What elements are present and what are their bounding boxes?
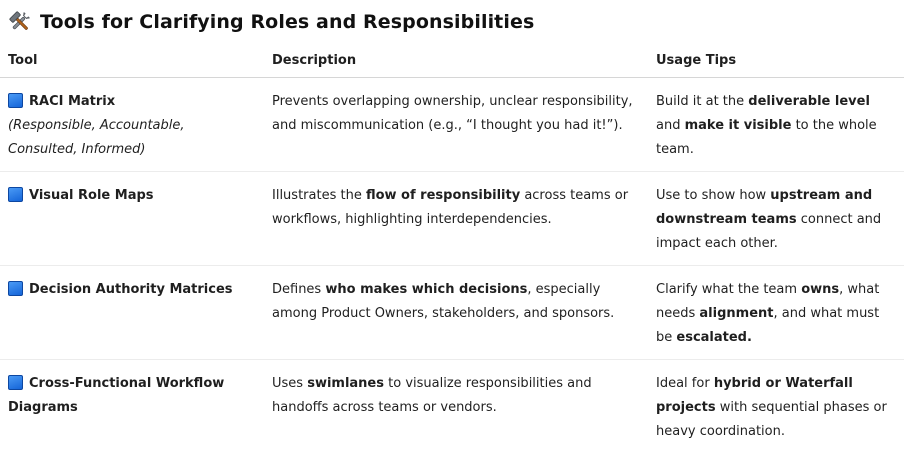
tips-text: Clarify what the team: [656, 282, 802, 297]
description-emphasis: flow of responsibility: [365, 188, 521, 203]
tool-name: Cross-Functional Workflow Diagrams: [8, 376, 225, 415]
tips-emphasis: make it visible: [684, 118, 792, 133]
tips-emphasis: owns: [801, 282, 840, 297]
tool-cell: [0, 266, 264, 360]
blue-square-icon: [8, 281, 23, 296]
description-text: Illustrates the: [272, 188, 366, 203]
tool-name: Decision Authority Matrices: [29, 282, 233, 297]
table-row: [0, 78, 904, 172]
tips-emphasis: escalated.: [676, 330, 752, 345]
description-text: , especially among Product Owners, stakeholders, and sponsors.: [272, 282, 615, 321]
tips-emphasis: hybrid or Waterfall projects: [656, 376, 853, 415]
tips-text: , and what must be: [656, 306, 880, 345]
description-text: to visualize responsibilities and handoffs across teams or vendors.: [272, 376, 592, 415]
blue-square-icon: [8, 93, 23, 108]
tips-emphasis: upstream and downstream teams: [656, 188, 873, 227]
page-title: Tools for Clarifying Roles and Responsibilities: [40, 11, 535, 33]
table-row: [0, 266, 904, 360]
table-header-row: [0, 47, 904, 78]
description-cell: [264, 266, 648, 360]
tool-cell: [0, 172, 264, 266]
tips-text: Use to show how: [656, 188, 771, 203]
tools-table: [0, 47, 904, 453]
usage-tips-cell: [648, 360, 904, 454]
tips-text: and: [656, 118, 685, 133]
page-heading: [8, 8, 534, 36]
tool-cell: [0, 78, 264, 172]
blue-square-icon: [8, 375, 23, 390]
description-emphasis: swimlanes: [307, 376, 384, 391]
tips-text: to the whole team.: [656, 118, 877, 157]
usage-tips-cell: [648, 266, 904, 360]
description-text: across teams or workflows, highlighting interdependencies.: [272, 188, 629, 227]
column-header-usage-tips: Usage Tips: [648, 47, 904, 78]
tips-emphasis: alignment: [699, 306, 774, 321]
usage-tips-cell: [648, 78, 904, 172]
tips-text: with sequential phases or heavy coordination.: [656, 400, 887, 439]
tips-text: connect and impact each other.: [656, 212, 882, 251]
tool-name: RACI Matrix: [29, 94, 116, 109]
tips-text: , what needs: [656, 282, 880, 321]
tips-text: Build it at the: [656, 94, 749, 109]
column-header-description: Description: [264, 47, 648, 78]
tool-name: Visual Role Maps: [29, 188, 154, 203]
table-row: [0, 172, 904, 266]
column-header-tool: Tool: [0, 47, 264, 78]
blue-square-icon: [8, 187, 23, 202]
usage-tips-cell: [648, 172, 904, 266]
tool-cell: [0, 360, 264, 454]
description-text: Uses: [272, 376, 308, 391]
description-emphasis: who makes which decisions: [325, 282, 528, 297]
table-row: [0, 360, 904, 454]
tips-emphasis: deliverable level: [748, 94, 870, 109]
description-text: Defines: [272, 282, 326, 297]
description-cell: [264, 78, 648, 172]
description-cell: [264, 360, 648, 454]
description-cell: [264, 172, 648, 266]
hammer-and-wrench-icon: [8, 10, 32, 34]
description-text: Prevents overlapping ownership, unclear responsibility, and miscommunication (e.g., “I thought you had it!”).: [272, 94, 633, 133]
tool-subtitle: (Responsible, Accountable, Consulted, Informed): [8, 118, 185, 157]
tips-text: Ideal for: [656, 376, 714, 391]
